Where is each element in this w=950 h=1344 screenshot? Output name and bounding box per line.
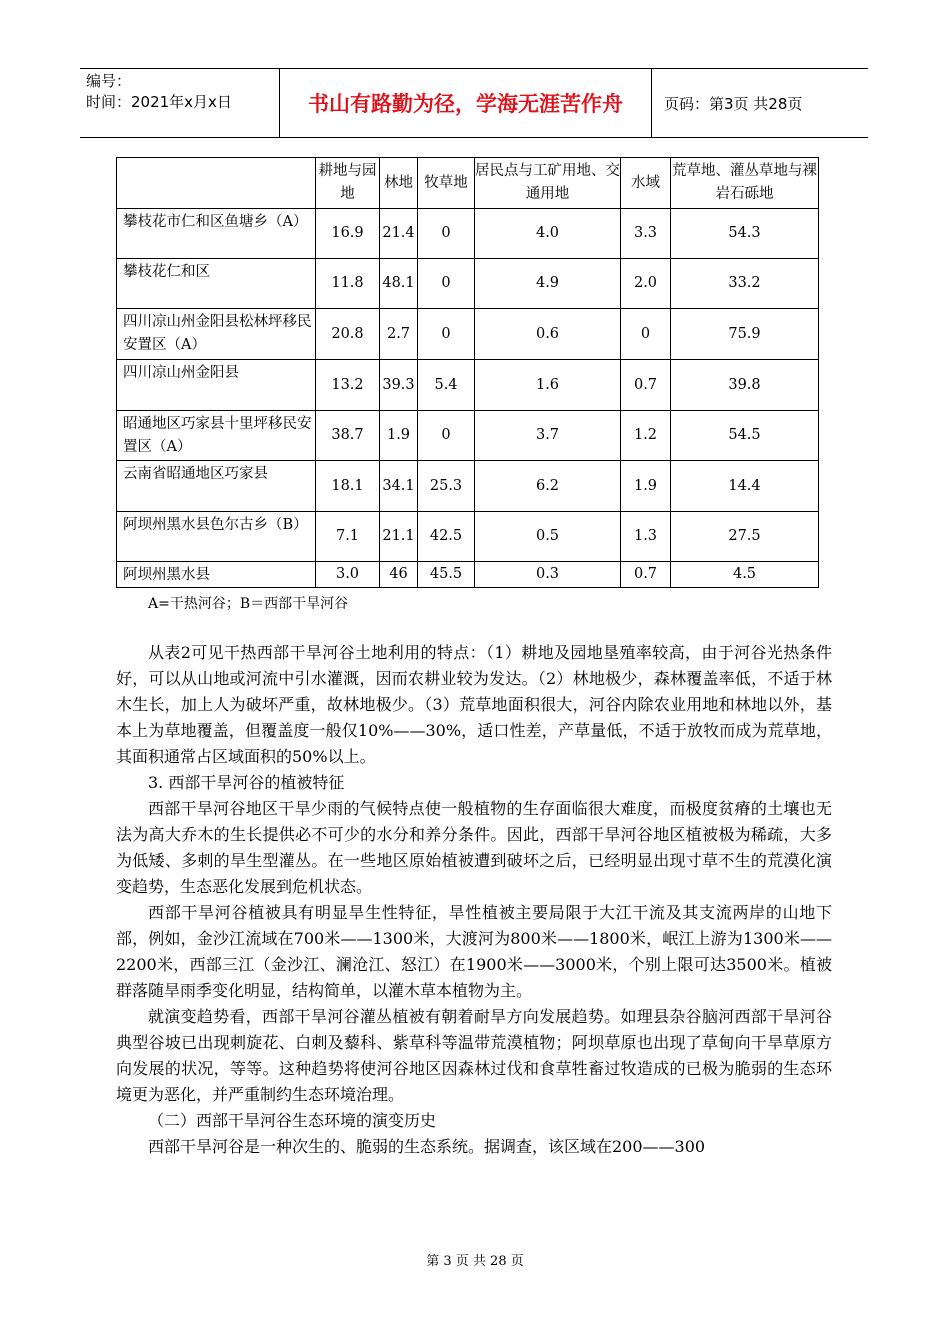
table-cell: 16.9: [316, 209, 380, 259]
table-note: A=干热河谷；B＝西部干旱河谷: [148, 596, 349, 612]
row-name: 攀枝花仁和区: [117, 259, 316, 309]
row-name: 昭通地区巧家县十里坪移民安置区（A）: [117, 411, 316, 461]
table-cell: 0: [418, 259, 475, 309]
table-cell: 0: [418, 309, 475, 360]
header-motto: 书山有路勤为径，学海无涯苦作舟: [280, 69, 652, 137]
page-footer: 第 3 页 共 28 页: [426, 1254, 524, 1269]
section-heading: 3. 西部干旱河谷的植被特征: [148, 773, 345, 792]
table-header-row: [117, 158, 819, 209]
table-cell: 39.8: [671, 360, 819, 411]
table-cell: 0.6: [475, 309, 621, 360]
table-cell: 0.7: [621, 562, 671, 588]
table-cell: 4.0: [475, 209, 621, 259]
header-cell: 居民点与工矿用地、交通用地: [475, 158, 621, 209]
table-cell: 11.8: [316, 259, 380, 309]
table-cell: 2.7: [380, 309, 418, 360]
row-name: 云南省昭通地区巧家县: [117, 461, 316, 512]
table-cell: 48.1: [380, 259, 418, 309]
table-row: [117, 209, 819, 259]
row-name: 阿坝州黑水县色尔古乡（B）: [117, 512, 316, 562]
table-row: [117, 259, 819, 309]
header-cell: 牧草地: [418, 158, 475, 209]
header-cell: 水域: [621, 158, 671, 209]
table-cell: 38.7: [316, 411, 380, 461]
table-cell: 75.9: [671, 309, 819, 360]
table-row: [117, 562, 819, 588]
table-cell: 13.2: [316, 360, 380, 411]
table-cell: 34.1: [380, 461, 418, 512]
header-cell: 荒草地、灌丛草地与裸岩石砾地: [671, 158, 819, 209]
paragraph: 西部干旱河谷是一种次生的、脆弱的生态系统。据调查，该区域在200——300: [148, 1137, 706, 1156]
table-cell: 6.2: [475, 461, 621, 512]
table-cell: 0.3: [475, 562, 621, 588]
table-row: [117, 461, 819, 512]
table-cell: 1.2: [621, 411, 671, 461]
paragraph: 西部干旱河谷植被具有明显旱生性特征，旱性植被主要局限于大江干流及其支流两岸的山地下部，例如，金沙江流域在700米——1300米，大渡河为800米——1800米，岷江上游为1300米——2200米，西部三江（金沙江、澜沧江、怒江）在1900米——3000米，个别上限可达3500米。植被群落随旱雨季变化明显，结构简单，以灌木草本植物为主。: [116, 903, 832, 1000]
table-cell: 2.0: [621, 259, 671, 309]
header-cell: 耕地与园地: [316, 158, 380, 209]
table-cell: 21.1: [380, 512, 418, 562]
table-cell: 5.4: [418, 360, 475, 411]
table-cell: 0.5: [475, 512, 621, 562]
row-name: 攀枝花市仁和区鱼塘乡（A）: [117, 209, 316, 259]
table-cell: 21.4: [380, 209, 418, 259]
table-cell: 14.4: [671, 461, 819, 512]
row-name: 四川凉山州金阳县松林坪移民安置区（A）: [117, 309, 316, 360]
table-cell: 54.3: [671, 209, 819, 259]
table-cell: 0: [418, 411, 475, 461]
land-use-table: [116, 157, 819, 588]
table-cell: 0: [621, 309, 671, 360]
row-name: 四川凉山州金阳县: [117, 360, 316, 411]
header-cell: [117, 158, 316, 209]
header-page-label: 页码：第3页 共28页: [664, 94, 803, 113]
table-cell: 39.3: [380, 360, 418, 411]
table-cell: 54.5: [671, 411, 819, 461]
table-cell: 20.8: [316, 309, 380, 360]
table-cell: 45.5: [418, 562, 475, 588]
table-cell: 27.5: [671, 512, 819, 562]
table-row: [117, 411, 819, 461]
table-cell: 42.5: [418, 512, 475, 562]
header-meta: [80, 69, 280, 137]
table-cell: 3.0: [316, 562, 380, 588]
section-heading: （二）西部干旱河谷生态环境的演变历史: [148, 1111, 437, 1130]
page-header: [80, 68, 868, 138]
table-cell: 1.3: [621, 512, 671, 562]
table-cell: 33.2: [671, 259, 819, 309]
table-cell: 46: [380, 562, 418, 588]
table-cell: 3.7: [475, 411, 621, 461]
table-cell: 18.1: [316, 461, 380, 512]
body-text: [116, 640, 832, 1160]
table-cell: 4.5: [671, 562, 819, 588]
table-cell: 1.9: [380, 411, 418, 461]
table-row: [117, 512, 819, 562]
table-cell: 0.7: [621, 360, 671, 411]
table-cell: 7.1: [316, 512, 380, 562]
header-cell: 林地: [380, 158, 418, 209]
table-cell: 3.3: [621, 209, 671, 259]
table-cell: 1.9: [621, 461, 671, 512]
table-cell: 1.6: [475, 360, 621, 411]
table-cell: 25.3: [418, 461, 475, 512]
doc-number-label: 编号：: [86, 72, 132, 90]
paragraph: 就演变趋势看，西部干旱河谷灌丛植被有朝着耐旱方向发展趋势。如理县杂谷脑河西部干旱河谷典型谷坡已出现刺旋花、白刺及藜科、紫草科等温带荒漠植物；阿坝草原也出现了草甸向干旱草原方向发展的状况，等等。这种趋势将使河谷地区因森林过伐和食草牲畜过牧造成的已极为脆弱的生态环境更为恶化，并严重制约生态环境治理。: [116, 1007, 832, 1104]
table-cell: 0: [418, 209, 475, 259]
table-cell: 4.9: [475, 259, 621, 309]
table-row: [117, 309, 819, 360]
paragraph: 从表2可见干热西部干旱河谷土地利用的特点：（1）耕地及园地垦殖率较高，由于河谷光热条件好，可以从山地或河流中引水灌溉，因而农耕业较为发达。（2）林地极少，森林覆盖率低，不适于林木生长，加上人为破坏严重，故林地极少。（3）荒草地面积很大，河谷内除农业用地和林地以外，基本上为草地覆盖，但覆盖度一般仅10%——30%，适口性差，产草量低，不适于放牧而成为荒草地，其面积通常占区域面积的50%以上。: [116, 643, 832, 766]
paragraph: 西部干旱河谷地区干旱少雨的气候特点使一般植物的生存面临很大难度，而极度贫瘠的土壤也无法为高大乔木的生长提供必不可少的水分和养分条件。因此，西部干旱河谷地区植被极为稀疏，大多为低矮、多刺的旱生型灌丛。在一些地区原始植被遭到破坏之后，已经明显出现寸草不生的荒漠化演变趋势，生态恶化发展到危机状态。: [116, 799, 832, 896]
table-row: [117, 360, 819, 411]
row-name: 阿坝州黑水县: [117, 562, 316, 588]
doc-time-label: 时间：2021年x月x日: [86, 93, 232, 111]
